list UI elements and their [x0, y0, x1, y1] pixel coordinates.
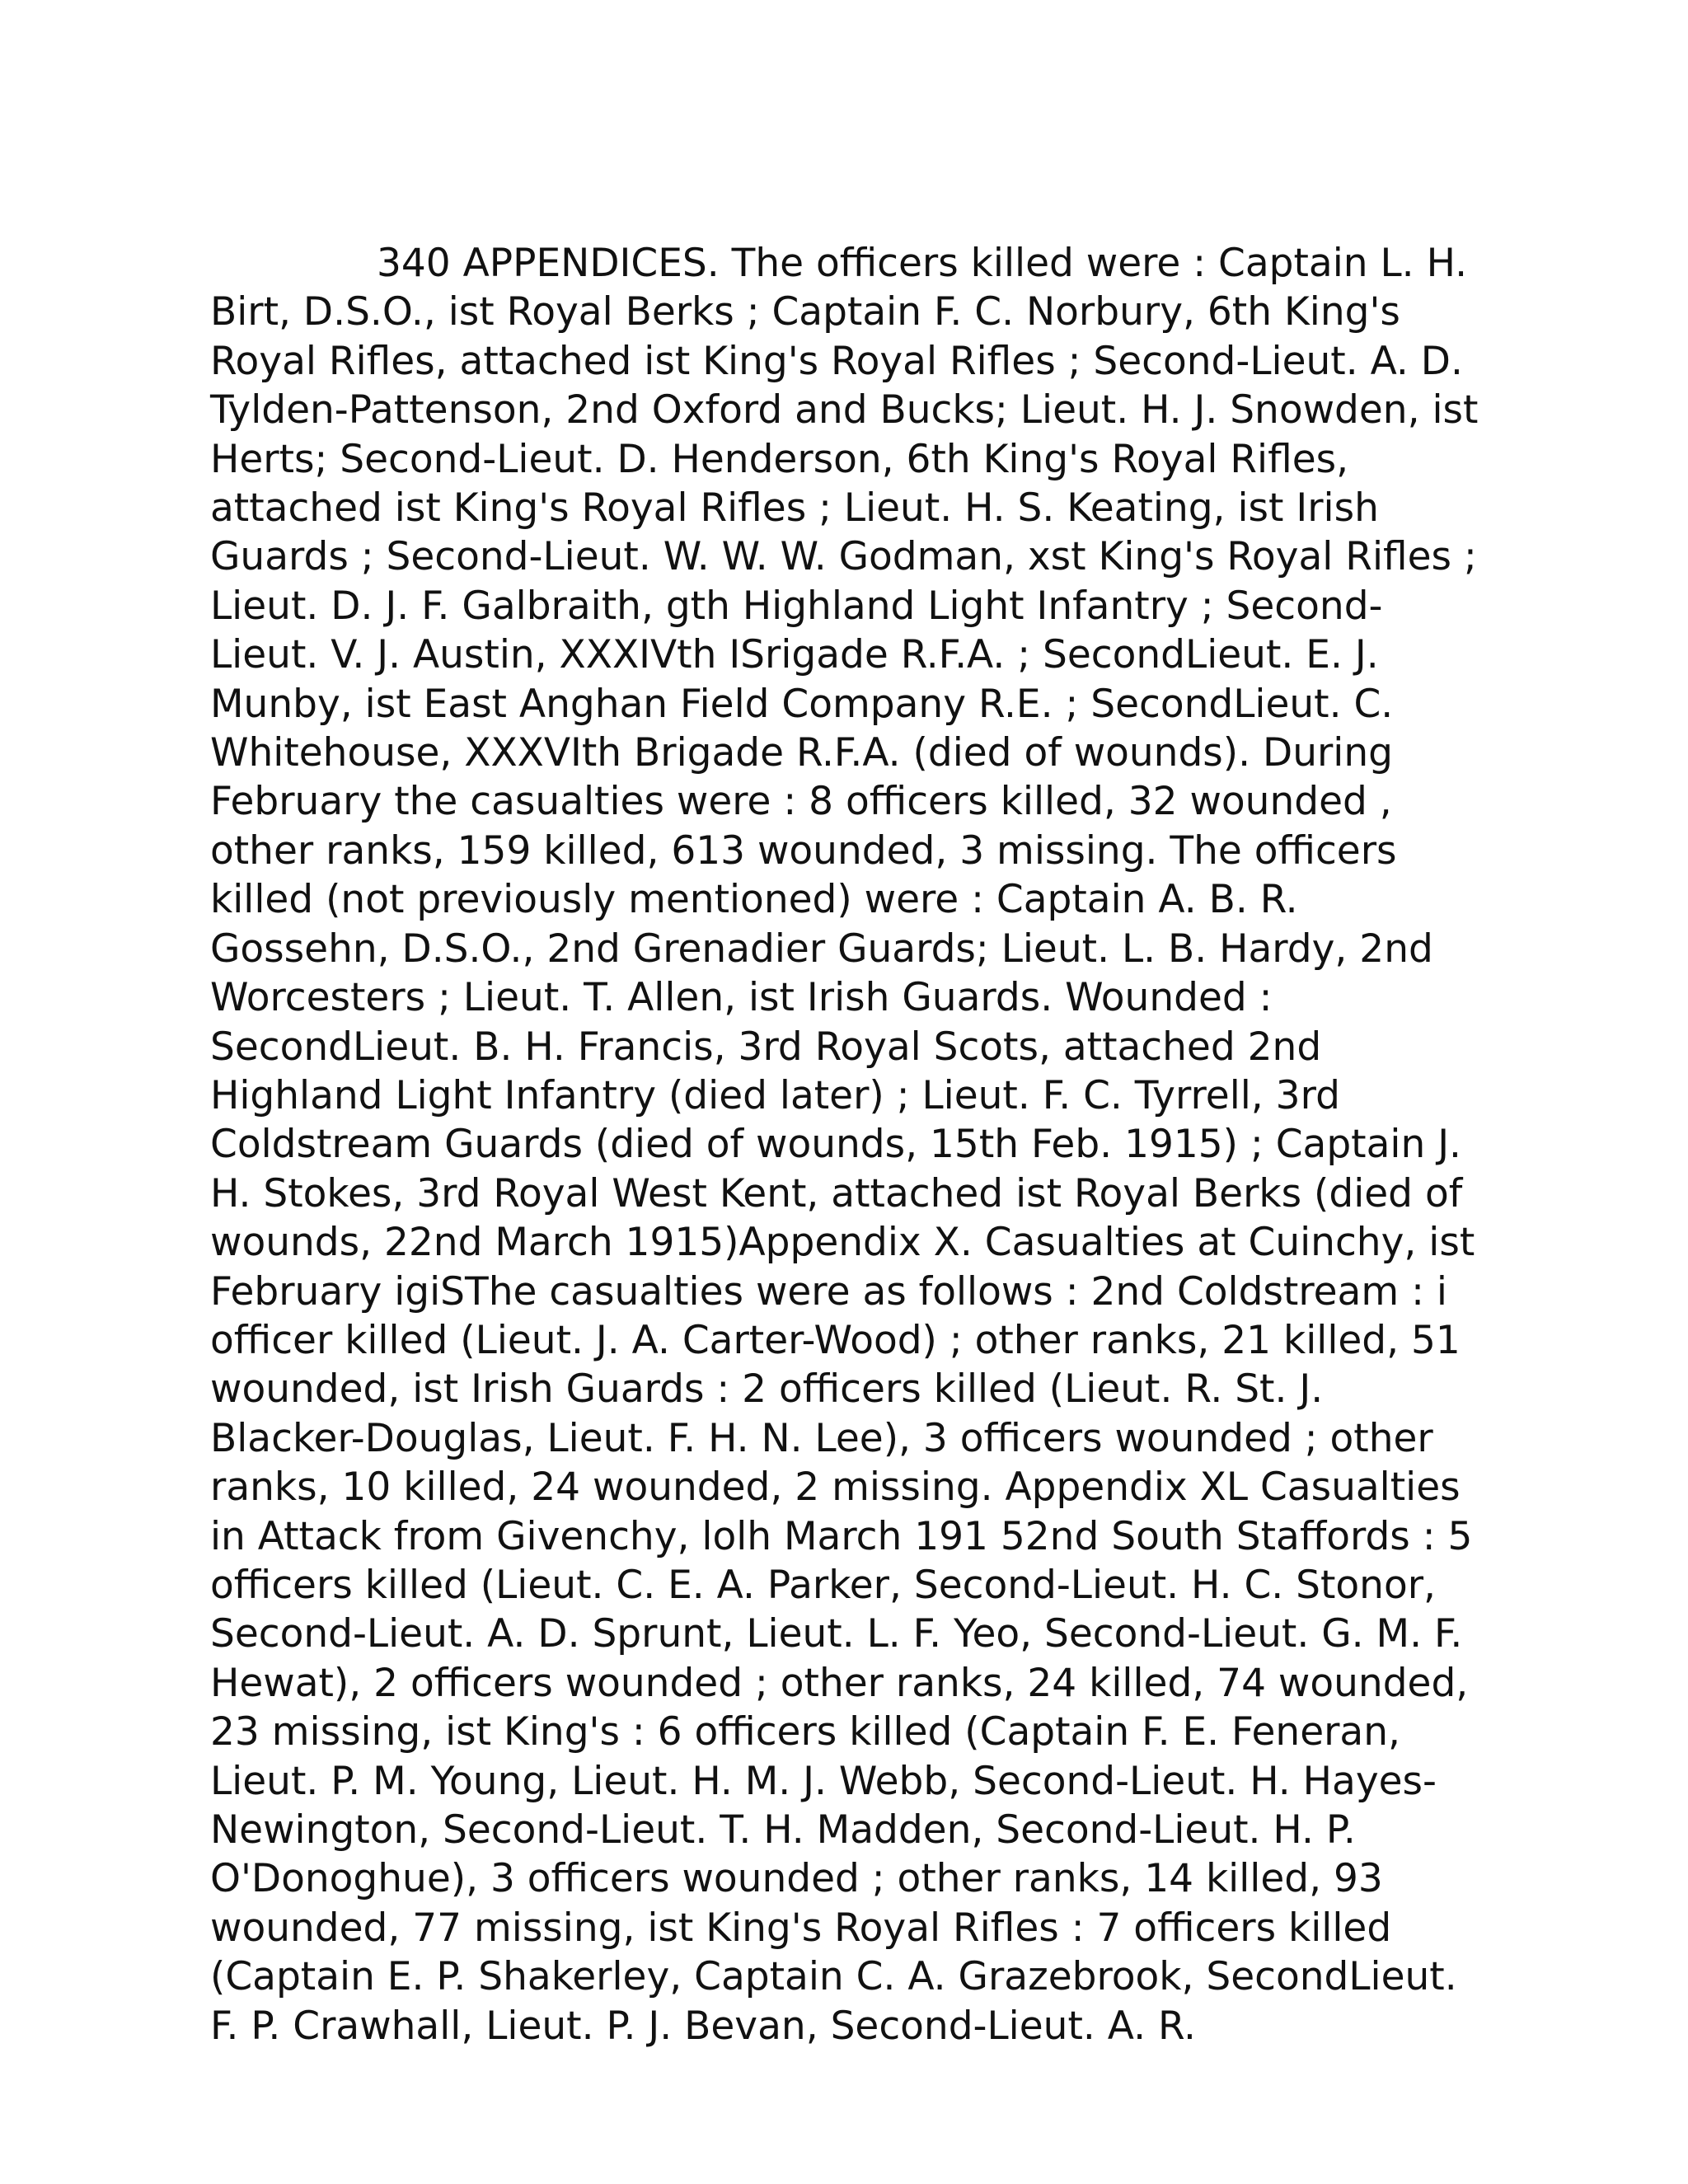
body-text: 340 APPENDICES. The officers killed were : Captain L. H. Birt, D.S.O., ist Royal Berks ; Captain F. C. Norbury, 6th King's Royal Rifles, attached ist King's Royal Rifles ; Second-Lieut. A. D. Tylden-Pattenson, 2nd Oxford and Bucks; Lieut. H. J. Snowden, ist Herts; Second-Lieut. D. Henderson, 6th King's Royal Rifles, attached ist King's Royal Rifles ; Lieut. H. S. Keating, ist Irish Guards ; Second-Lieut. W. W. W. Godman, xst King's Royal Rifles ; Lieut. D. J. F. Galbraith, gth Highland Light Infantry ; Second-Lieut. V. J. Austin, XXXIVth ISrigade R.F.A. ; SecondLieut. E. J. Munby, ist East Anghan Field Company R.E. ; SecondLieut. C. Whitehouse, XXXVIth Brigade R.F.A. (died of wounds). During February the casualties were : 8 officers killed, 32 wounded , other ranks, 159 killed, 613 wounded, 3 missing. The officers killed (not previously mentioned) were : Captain A. B. R. Gossehn, D.S.O., 2nd Grenadier Guards; Lieut. L. B. Hardy, 2nd Worcesters ; Lieut. T. Allen, ist Irish Guards. Wounded : SecondLieut. B. H. Francis, 3rd Royal Scots, attached 2nd Highland Light Infantry (died later) ; Lieut. F. C. Tyrrell, 3rd Coldstream Guards (died of wounds, 15th Feb. 1915) ; Captain J. H. Stokes, 3rd Royal West Kent, attached ist Royal Berks (died of wounds, 22nd March 1915)Appendix X. Casualties at Cuinchy, ist February igiSThe casualties were as follows : 2nd Coldstream : i officer killed (Lieut. J. A. Carter-Wood) ; other ranks, 21 killed, 51 wounded, ist Irish Guards : 2 officers killed (Lieut. R. St. J. Blacker-Douglas, Lieut. F. H. N. Lee), 3 officers wounded ; other ranks, 10 killed, 24 wounded, 2 missing. Appendix XL Casualties in Attack from Givenchy, lolh March 191 52nd South Staffords : 5 officers killed (Lieut. C. E. A. Parker, Second-Lieut. H. C. Stonor, Second-Lieut. A. D. Sprunt, Lieut. L. F. Yeo, Second-Lieut. G. M. F. Hewat), 2 officers wounded ; other ranks, 24 killed, 74 wounded, 23 missing, ist King's : 6 officers killed (Captain F. E. Feneran, Lieut. P. M. Young, Lieut. H. M. J. Webb, Second-Lieut. H. Hayes-Newington, Second-Lieut. T. H. Madden, Second-Lieut. H. P. O'Donoghue), 3 officers wounded ; other ranks, 14 killed, 93 wounded, 77 missing, ist King's Royal Rifles : 7 officers killed (Captain E. P. Shakerley, Captain C. A. Grazebrook, SecondLieut. F. P. Crawhall, Lieut. P. J. Bevan, Second-Lieut. A. R. — [210, 241, 1479, 2049]
